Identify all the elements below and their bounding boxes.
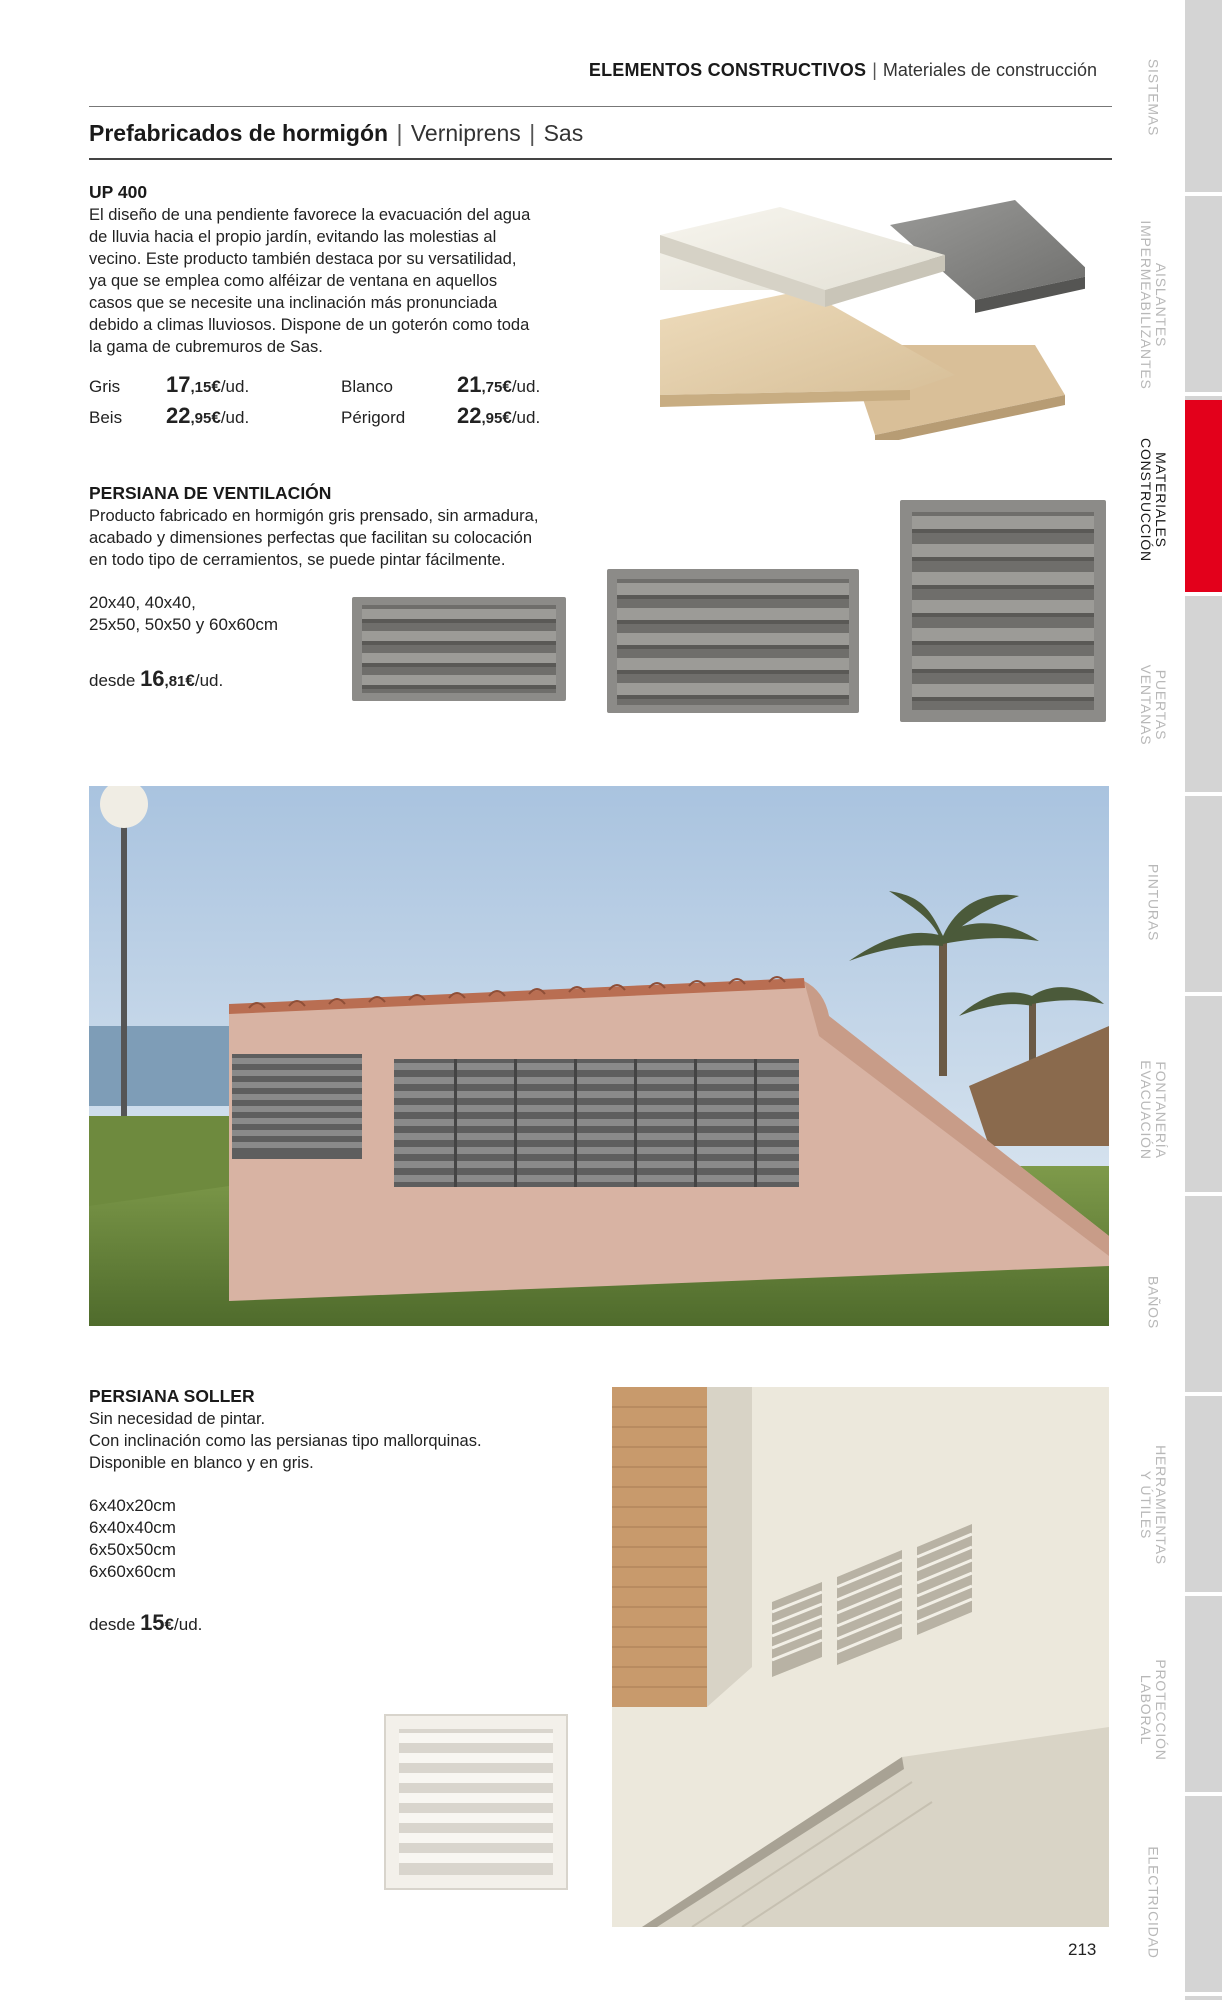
slab-beis [660, 290, 955, 395]
tab-sistemas[interactable] [1185, 0, 1222, 196]
price-unit: /ud. [194, 671, 224, 690]
tab-electricidad[interactable] [1185, 1800, 1222, 1996]
up400-slabs-image [655, 195, 1085, 440]
euro-sign: € [211, 408, 221, 427]
price-int: 21 [457, 372, 482, 397]
price-label: Blanco [341, 377, 393, 396]
section-subtitle: Materiales de construcción [882, 60, 1097, 80]
price-dec: ,75 [481, 379, 503, 396]
page-number: 213 [1068, 1940, 1097, 1959]
size-line: 6x60x60cm [89, 1562, 176, 1581]
louver-small-image [350, 595, 570, 705]
title-rule [89, 158, 1112, 160]
description-line: Sin necesidad de pintar. [89, 1410, 266, 1428]
section-header [89, 60, 1097, 81]
ventilacion-heading: PERSIANA DE VENTILACIÓN [89, 483, 332, 503]
section-title: ELEMENTOS CONSTRUCTIVOS [588, 60, 867, 80]
louver-medium-image [605, 567, 863, 717]
soller-heading: PERSIANA SOLLER [89, 1386, 255, 1406]
price-unit: /ud. [220, 377, 250, 396]
tab-label-materiales: MATERIALES CONSTRUCCIÓN [1138, 438, 1169, 562]
tab-proteccion[interactable] [1185, 1600, 1222, 1796]
page-title-main: Prefabricados de hormigón [89, 120, 389, 146]
title-separator: | [396, 120, 403, 146]
price-label: Périgord [341, 408, 406, 427]
size-line: 6x50x50cm [89, 1540, 176, 1559]
price-unit: /ud. [511, 408, 541, 427]
from-label: desde [89, 671, 136, 690]
description-line: ya que se emplea como alféizar de ventana en aquellos [89, 272, 498, 290]
price-perigord [341, 403, 641, 431]
size-line: 25x50, 50x50 y 60x60cm [89, 615, 279, 634]
soller-description [89, 1408, 482, 1474]
tab-label-herramientas: HERRAMIENTAS Y ÚTILES [1138, 1445, 1169, 1565]
description-line: debido a climas lluviosos. Dispone de un goterón como toda [89, 316, 530, 334]
tab-pinturas[interactable] [1185, 800, 1222, 996]
soller-white-louver-image [383, 1713, 569, 1891]
euro-sign: € [211, 377, 221, 396]
header-separator: | [872, 60, 877, 80]
brand-verniprens: Verniprens [410, 120, 521, 146]
description-line: El diseño de una pendiente favorece la evacuación del agua [89, 206, 531, 224]
wall-louvers-photo [89, 786, 1109, 1326]
price-int: 22 [457, 403, 482, 428]
price-int: 17 [166, 372, 191, 397]
price-int: 22 [166, 403, 191, 428]
price-unit: /ud. [174, 1615, 203, 1634]
up400-description [89, 204, 530, 358]
description-line: Producto fabricado en hormigón gris prensado, sin armadura, [89, 507, 539, 525]
price-blanco [341, 372, 641, 400]
from-label: desde [89, 1615, 136, 1634]
louver-large-image [898, 498, 1110, 726]
size-line: 6x40x20cm [89, 1496, 176, 1515]
price-value [457, 372, 540, 398]
price-value [166, 403, 249, 429]
price-value [166, 372, 249, 398]
louver-group-right [394, 1059, 799, 1187]
tab-label-aislantes: AISLANTES IMPERMEABILIZANTES [1138, 220, 1169, 390]
description-line: de lluvia hacia el propio jardín, evitando las molestias al [89, 228, 497, 246]
tab-label-pinturas: PINTURAS [1145, 863, 1162, 942]
tab-label-electricidad: ELECTRICIDAD [1145, 1846, 1162, 1959]
soller-sizes [89, 1495, 176, 1583]
tab-materiales[interactable] [1185, 400, 1222, 596]
euro-sign: € [185, 671, 195, 690]
tab-label-fontaneria: FONTANERÍA EVACUACIÓN [1138, 1060, 1169, 1160]
size-line: 20x40, 40x40, [89, 593, 196, 612]
euro-sign: € [164, 1615, 175, 1634]
tab-fontaneria[interactable] [1185, 1000, 1222, 1196]
euro-sign: € [502, 377, 512, 396]
facade-soller-photo [612, 1387, 1109, 1927]
price-label: Beis [89, 408, 123, 427]
description-line: vecino. Este producto también destaca por su versatilidad, [89, 250, 517, 268]
price-int: 16 [140, 666, 165, 691]
header-rule [89, 106, 1112, 107]
price-dec: ,95 [190, 410, 212, 427]
price-dec: ,95 [481, 410, 503, 427]
page-title [89, 120, 583, 147]
description-line: Disponible en blanco y en gris. [89, 1454, 314, 1472]
tab-puertas[interactable] [1185, 600, 1222, 796]
size-line: 6x40x40cm [89, 1518, 176, 1537]
description-line: la gama de cubremuros de Sas. [89, 338, 323, 356]
description-line: Con inclinación como las persianas tipo mallorquinas. [89, 1432, 482, 1450]
price-dec: ,81 [164, 673, 186, 690]
soller-price [89, 1610, 202, 1636]
price-unit: /ud. [220, 408, 250, 427]
tab-label-banos: BAÑOS [1145, 1275, 1162, 1329]
price-int: 15 [140, 1610, 165, 1635]
tab-herramientas[interactable] [1185, 1400, 1222, 1596]
price-dec: ,15 [190, 379, 212, 396]
euro-sign: € [502, 408, 512, 427]
brand-sas: Sas [543, 120, 584, 146]
description-line: en todo tipo de cerramientos, se puede pintar fácilmente. [89, 551, 506, 569]
title-separator: | [529, 120, 536, 146]
ventilacion-price [89, 666, 223, 692]
description-line: casos que se necesite una inclinación más pronunciada [89, 294, 498, 312]
tab-label-proteccion: PROTECCIÓN LABORAL [1138, 1659, 1169, 1761]
ventilacion-sizes [89, 592, 278, 636]
tab-banos[interactable] [1185, 1200, 1222, 1396]
price-label: Gris [89, 377, 121, 396]
tab-aislantes[interactable] [1185, 200, 1222, 396]
price-unit: /ud. [511, 377, 541, 396]
price-value [457, 403, 540, 429]
louver-group-left [232, 1054, 362, 1159]
tab-label-puertas: PUERTAS VENTANAS [1138, 664, 1169, 746]
up400-heading: UP 400 [89, 182, 148, 202]
tab-label-sistemas: SISTEMAS [1145, 58, 1162, 137]
ventilacion-description [89, 505, 538, 571]
description-line: acabado y dimensiones perfectas que facilitan su colocación [89, 529, 533, 547]
